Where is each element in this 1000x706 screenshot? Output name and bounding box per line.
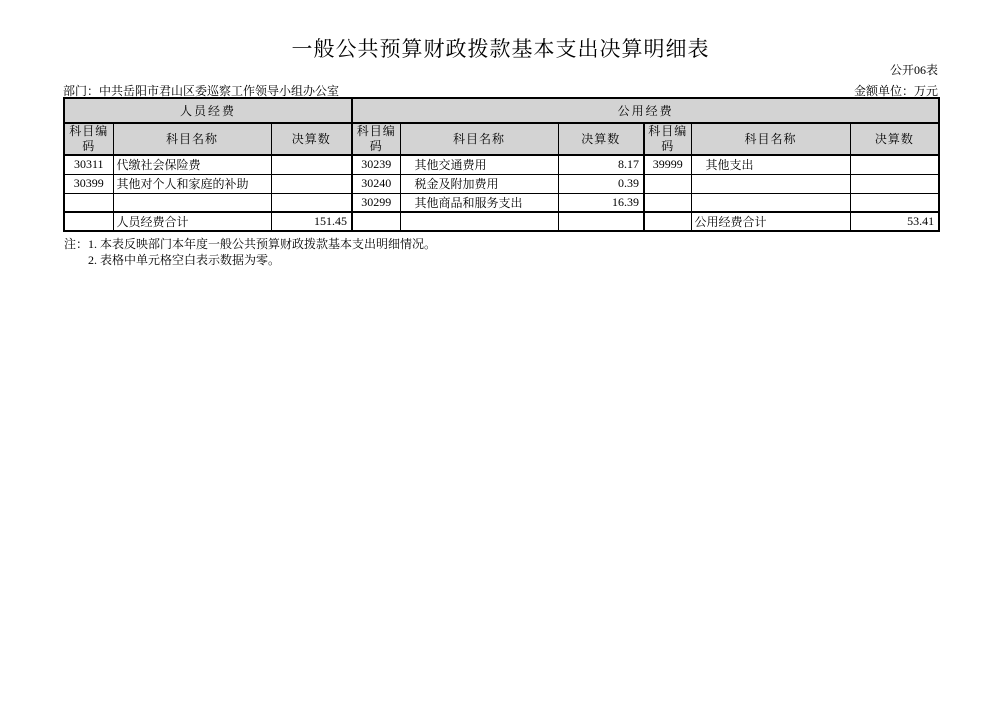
public-total-amount: 53.41 [850, 212, 939, 231]
amount-cell [850, 174, 939, 193]
col-header-subject-code-3: 科目编码 [644, 123, 691, 155]
col-header-subject-name-2: 科目名称 [400, 123, 558, 155]
col-header-amount-3: 决算数 [850, 123, 939, 155]
amount-cell [271, 193, 352, 212]
subject-name-cell: 税金及附加费用 [400, 174, 558, 193]
subject-name-cell: 代缴社会保险费 [113, 155, 271, 174]
expenditure-detail-table [63, 97, 940, 232]
subject-name-cell [113, 193, 271, 212]
subject-code-cell: 30399 [64, 174, 113, 193]
subject-code-cell [352, 212, 400, 231]
subject-name-cell [691, 193, 850, 212]
col-header-amount-1: 决算数 [271, 123, 352, 155]
amount-cell [558, 212, 644, 231]
footnote-1: 注：1. 本表反映部门本年度一般公共预算财政拨款基本支出明细情况。 [64, 237, 437, 251]
amount-cell: 16.39 [558, 193, 644, 212]
page-title: 一般公共预算财政拨款基本支出决算明细表 [291, 37, 710, 61]
totals-row [64, 212, 939, 231]
amount-cell: 8.17 [558, 155, 644, 174]
group-header-personnel: 人员经费 [64, 98, 352, 123]
personnel-total-amount: 151.45 [271, 212, 352, 231]
personnel-total-label: 人员经费合计 [113, 212, 271, 231]
footnotes [64, 236, 436, 268]
subject-code-cell [644, 193, 691, 212]
subject-code-cell [644, 212, 691, 231]
subject-name-cell [691, 174, 850, 193]
table-row [64, 155, 939, 174]
col-header-subject-code-1: 科目编码 [64, 123, 113, 155]
column-header-row [64, 123, 939, 155]
subject-name-cell: 其他支出 [691, 155, 850, 174]
amount-cell [271, 155, 352, 174]
subject-code-cell [64, 193, 113, 212]
subject-code-cell: 39999 [644, 155, 691, 174]
col-header-subject-name-1: 科目名称 [113, 123, 271, 155]
subject-code-cell [64, 212, 113, 231]
subject-code-cell [644, 174, 691, 193]
form-code-label: 公开06表 [889, 63, 938, 77]
table-row [64, 193, 939, 212]
col-header-subject-name-3: 科目名称 [691, 123, 850, 155]
subject-name-cell [400, 212, 558, 231]
amount-cell: 0.39 [558, 174, 644, 193]
group-header-public: 公用经费 [352, 98, 939, 123]
subject-code-cell: 30311 [64, 155, 113, 174]
subject-code-cell: 30240 [352, 174, 400, 193]
subject-name-cell: 其他商品和服务支出 [400, 193, 558, 212]
col-header-amount-2: 决算数 [558, 123, 644, 155]
subject-code-cell: 30239 [352, 155, 400, 174]
subject-name-cell: 其他交通费用 [400, 155, 558, 174]
group-header-row [64, 98, 939, 123]
department-label: 部门：中共岳阳市君山区委巡察工作领导小组办公室 [63, 84, 340, 98]
amount-cell [850, 193, 939, 212]
col-header-subject-code-2: 科目编码 [352, 123, 400, 155]
subject-code-cell: 30299 [352, 193, 400, 212]
amount-unit-label: 金额单位：万元 [853, 84, 938, 98]
table-row [64, 174, 939, 193]
public-total-label: 公用经费合计 [691, 212, 850, 231]
amount-cell [271, 174, 352, 193]
footnote-2: 2. 表格中单元格空白表示数据为零。 [88, 253, 281, 267]
amount-cell [850, 155, 939, 174]
subject-name-cell: 其他对个人和家庭的补助 [113, 174, 271, 193]
